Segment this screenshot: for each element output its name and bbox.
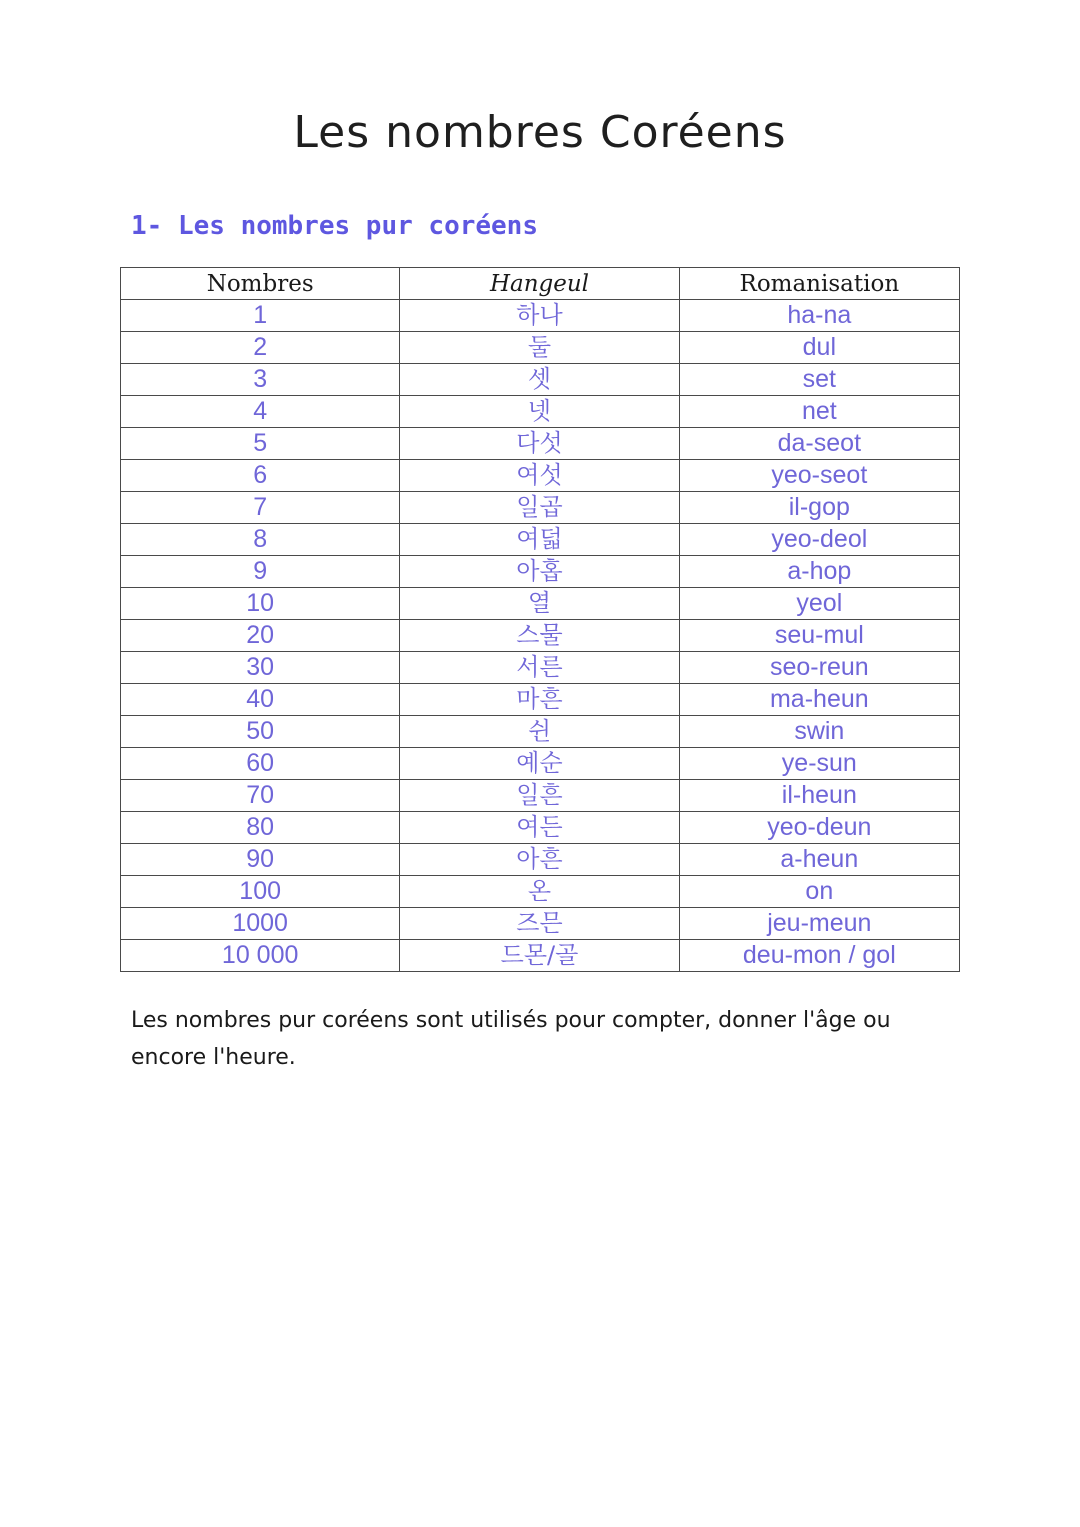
- hangeul-cell: 하나: [400, 300, 679, 332]
- table-row: [121, 940, 960, 972]
- romanization-cell: il-gop: [679, 492, 959, 524]
- hangeul-cell: 여든: [400, 812, 679, 844]
- table-header-row: [121, 268, 960, 300]
- table-row: [121, 428, 960, 460]
- hangeul-cell: 마흔: [400, 684, 679, 716]
- hangeul-cell: 아홉: [400, 556, 679, 588]
- number-cell: 5: [121, 428, 400, 460]
- table-row: [121, 748, 960, 780]
- number-cell: 7: [121, 492, 400, 524]
- romanization-cell: yeol: [679, 588, 959, 620]
- column-header-hangeul: Hangeul: [400, 268, 679, 300]
- column-header-number: Nombres: [121, 268, 400, 300]
- romanization-cell: ha-na: [679, 300, 959, 332]
- hangeul-cell: 일흔: [400, 780, 679, 812]
- number-cell: 40: [121, 684, 400, 716]
- hangeul-cell: 즈믄: [400, 908, 679, 940]
- number-cell: 1000: [121, 908, 400, 940]
- hangeul-cell: 넷: [400, 396, 679, 428]
- table-row: [121, 876, 960, 908]
- number-cell: 30: [121, 652, 400, 684]
- romanization-cell: ye-sun: [679, 748, 959, 780]
- romanization-cell: set: [679, 364, 959, 396]
- table-row: [121, 588, 960, 620]
- romanization-cell: yeo-seot: [679, 460, 959, 492]
- romanization-cell: yeo-deol: [679, 524, 959, 556]
- romanization-cell: a-heun: [679, 844, 959, 876]
- hangeul-cell: 열: [400, 588, 679, 620]
- number-cell: 20: [121, 620, 400, 652]
- number-cell: 60: [121, 748, 400, 780]
- table-row: [121, 652, 960, 684]
- table-row: [121, 716, 960, 748]
- romanization-cell: yeo-deun: [679, 812, 959, 844]
- table-row: [121, 684, 960, 716]
- table-body: [121, 300, 960, 972]
- romanization-cell: deu-mon / gol: [679, 940, 959, 972]
- romanization-cell: da-seot: [679, 428, 959, 460]
- number-cell: 3: [121, 364, 400, 396]
- numbers-table: [120, 267, 960, 972]
- number-cell: 4: [121, 396, 400, 428]
- hangeul-cell: 서른: [400, 652, 679, 684]
- hangeul-cell: 온: [400, 876, 679, 908]
- table-row: [121, 492, 960, 524]
- table-row: [121, 620, 960, 652]
- romanization-cell: on: [679, 876, 959, 908]
- hangeul-cell: 예순: [400, 748, 679, 780]
- column-header-romanization: Romanisation: [679, 268, 959, 300]
- number-cell: 8: [121, 524, 400, 556]
- table-row: [121, 364, 960, 396]
- table-row: [121, 396, 960, 428]
- number-cell: 50: [121, 716, 400, 748]
- table-row: [121, 844, 960, 876]
- romanization-cell: seu-mul: [679, 620, 959, 652]
- romanization-cell: dul: [679, 332, 959, 364]
- romanization-cell: il-heun: [679, 780, 959, 812]
- table-row: [121, 524, 960, 556]
- hangeul-cell: 둘: [400, 332, 679, 364]
- number-cell: 80: [121, 812, 400, 844]
- page-title: Les nombres Coréens: [293, 107, 787, 159]
- hangeul-cell: 스물: [400, 620, 679, 652]
- number-cell: 2: [121, 332, 400, 364]
- romanization-cell: jeu-meun: [679, 908, 959, 940]
- table-row: [121, 332, 960, 364]
- romanization-cell: swin: [679, 716, 959, 748]
- romanization-cell: ma-heun: [679, 684, 959, 716]
- table-row: [121, 908, 960, 940]
- hangeul-cell: 쉰: [400, 716, 679, 748]
- number-cell: 70: [121, 780, 400, 812]
- hangeul-cell: 드몬/골: [400, 940, 679, 972]
- number-cell: 9: [121, 556, 400, 588]
- number-cell: 6: [121, 460, 400, 492]
- hangeul-cell: 아흔: [400, 844, 679, 876]
- hangeul-cell: 여덟: [400, 524, 679, 556]
- number-cell: 1: [121, 300, 400, 332]
- hangeul-cell: 다섯: [400, 428, 679, 460]
- number-cell: 100: [121, 876, 400, 908]
- table-row: [121, 460, 960, 492]
- romanization-cell: a-hop: [679, 556, 959, 588]
- table-row: [121, 812, 960, 844]
- hangeul-cell: 셋: [400, 364, 679, 396]
- hangeul-cell: 일곱: [400, 492, 679, 524]
- hangeul-cell: 여섯: [400, 460, 679, 492]
- number-cell: 10: [121, 588, 400, 620]
- section-heading: 1- Les nombres pur coréens: [131, 211, 538, 241]
- number-cell: 10 000: [121, 940, 400, 972]
- romanization-cell: net: [679, 396, 959, 428]
- table-row: [121, 300, 960, 332]
- number-cell: 90: [121, 844, 400, 876]
- table-row: [121, 780, 960, 812]
- romanization-cell: seo-reun: [679, 652, 959, 684]
- usage-note: Les nombres pur coréens sont utilisés pour compter, donner l'âge ou encore l'heure.: [131, 1008, 891, 1070]
- table-row: [121, 556, 960, 588]
